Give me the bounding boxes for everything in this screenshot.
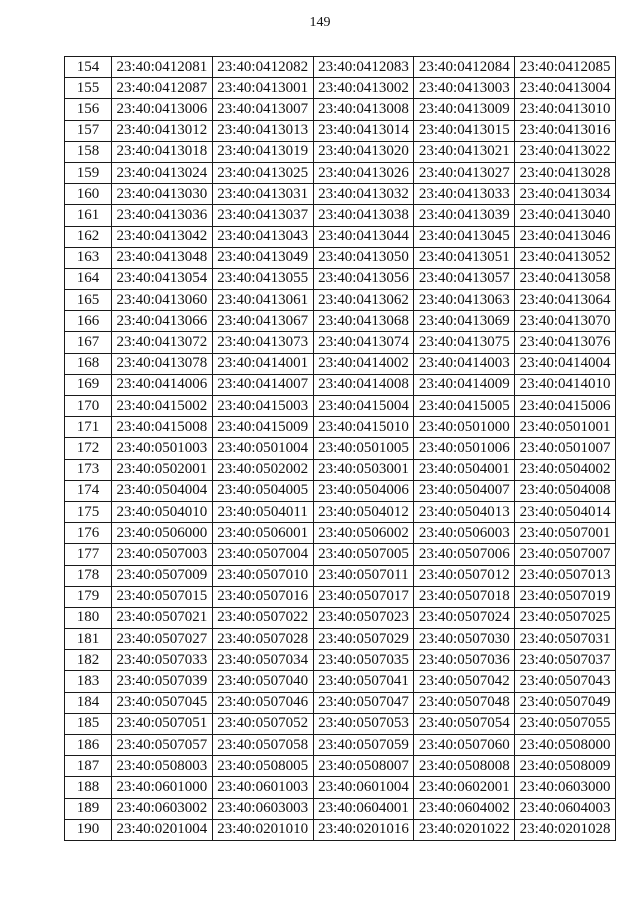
cadastral-number-cell: 23:40:0506003 xyxy=(414,523,515,544)
cadastral-number-cell: 23:40:0507025 xyxy=(515,607,616,628)
cadastral-number-cell: 23:40:0507034 xyxy=(212,650,313,671)
cadastral-number-cell: 23:40:0413075 xyxy=(414,332,515,353)
cadastral-number-cell: 23:40:0507018 xyxy=(414,586,515,607)
cadastral-number-cell: 23:40:0415010 xyxy=(313,417,414,438)
row-number-cell: 187 xyxy=(65,756,112,777)
cadastral-number-cell: 23:40:0507016 xyxy=(212,586,313,607)
cadastral-number-cell: 23:40:0414001 xyxy=(212,353,313,374)
row-number-cell: 158 xyxy=(65,141,112,162)
table-row xyxy=(65,565,616,586)
cadastral-number-cell: 23:40:0413054 xyxy=(112,268,213,289)
cadastral-number-cell: 23:40:0504008 xyxy=(515,480,616,501)
cadastral-number-cell: 23:40:0413018 xyxy=(112,141,213,162)
cadastral-number-cell: 23:40:0601004 xyxy=(313,777,414,798)
cadastral-number-cell: 23:40:0413042 xyxy=(112,226,213,247)
cadastral-number-cell: 23:40:0507023 xyxy=(313,607,414,628)
cadastral-number-cell: 23:40:0504007 xyxy=(414,480,515,501)
cadastral-number-cell: 23:40:0604001 xyxy=(313,798,414,819)
table-row xyxy=(65,57,616,78)
cadastral-number-cell: 23:40:0414004 xyxy=(515,353,616,374)
table-row xyxy=(65,777,616,798)
cadastral-number-cell: 23:40:0504014 xyxy=(515,501,616,522)
cadastral-number-cell: 23:40:0501003 xyxy=(112,438,213,459)
cadastral-number-cell: 23:40:0507036 xyxy=(414,650,515,671)
cadastral-number-cell: 23:40:0507051 xyxy=(112,713,213,734)
row-number-cell: 169 xyxy=(65,374,112,395)
row-number-cell: 168 xyxy=(65,353,112,374)
table-row xyxy=(65,226,616,247)
cadastral-number-cell: 23:40:0414010 xyxy=(515,374,616,395)
cadastral-number-cell: 23:40:0507057 xyxy=(112,735,213,756)
cadastral-number-cell: 23:40:0412083 xyxy=(313,57,414,78)
cadastral-number-cell: 23:40:0413060 xyxy=(112,290,213,311)
cadastral-number-cell: 23:40:0604003 xyxy=(515,798,616,819)
cadastral-number-cell: 23:40:0504010 xyxy=(112,501,213,522)
cadastral-number-cell: 23:40:0508009 xyxy=(515,756,616,777)
row-number-cell: 183 xyxy=(65,671,112,692)
cadastral-number-cell: 23:40:0507046 xyxy=(212,692,313,713)
row-number-cell: 185 xyxy=(65,713,112,734)
cadastral-number-cell: 23:40:0413046 xyxy=(515,226,616,247)
table-row xyxy=(65,650,616,671)
cadastral-number-cell: 23:40:0413070 xyxy=(515,311,616,332)
cadastral-number-cell: 23:40:0508000 xyxy=(515,735,616,756)
row-number-cell: 189 xyxy=(65,798,112,819)
cadastral-number-cell: 23:40:0415003 xyxy=(212,396,313,417)
cadastral-number-cell: 23:40:0414009 xyxy=(414,374,515,395)
cadastral-number-cell: 23:40:0501001 xyxy=(515,417,616,438)
cadastral-number-cell: 23:40:0507058 xyxy=(212,735,313,756)
cadastral-number-cell: 23:40:0504011 xyxy=(212,501,313,522)
cadastral-number-cell: 23:40:0601003 xyxy=(212,777,313,798)
cadastral-number-cell: 23:40:0415002 xyxy=(112,396,213,417)
cadastral-number-cell: 23:40:0502002 xyxy=(212,459,313,480)
cadastral-number-cell: 23:40:0507001 xyxy=(515,523,616,544)
cadastral-number-cell: 23:40:0415009 xyxy=(212,417,313,438)
cadastral-number-cell: 23:40:0602001 xyxy=(414,777,515,798)
cadastral-number-cell: 23:40:0508005 xyxy=(212,756,313,777)
cadastral-number-cell: 23:40:0507029 xyxy=(313,629,414,650)
row-number-cell: 176 xyxy=(65,523,112,544)
row-number-cell: 166 xyxy=(65,311,112,332)
cadastral-number-cell: 23:40:0502001 xyxy=(112,459,213,480)
cadastral-number-cell: 23:40:0413050 xyxy=(313,247,414,268)
row-number-cell: 178 xyxy=(65,565,112,586)
cadastral-number-cell: 23:40:0413068 xyxy=(313,311,414,332)
cadastral-number-cell: 23:40:0507055 xyxy=(515,713,616,734)
cadastral-number-cell: 23:40:0507052 xyxy=(212,713,313,734)
cadastral-number-cell: 23:40:0506000 xyxy=(112,523,213,544)
cadastral-number-cell: 23:40:0507010 xyxy=(212,565,313,586)
table-row xyxy=(65,480,616,501)
cadastral-number-cell: 23:40:0412085 xyxy=(515,57,616,78)
table-row xyxy=(65,205,616,226)
cadastral-number-cell: 23:40:0413020 xyxy=(313,141,414,162)
cadastral-number-cell: 23:40:0413006 xyxy=(112,99,213,120)
cadastral-number-cell: 23:40:0507022 xyxy=(212,607,313,628)
table-row xyxy=(65,396,616,417)
table-row xyxy=(65,290,616,311)
cadastral-number-cell: 23:40:0201004 xyxy=(112,819,213,840)
cadastral-number-cell: 23:40:0413025 xyxy=(212,162,313,183)
cadastral-number-cell: 23:40:0501000 xyxy=(414,417,515,438)
cadastral-number-cell: 23:40:0201022 xyxy=(414,819,515,840)
row-number-cell: 190 xyxy=(65,819,112,840)
table-row xyxy=(65,438,616,459)
cadastral-number-cell: 23:40:0413058 xyxy=(515,268,616,289)
cadastral-number-cell: 23:40:0413015 xyxy=(414,120,515,141)
cadastral-number-cell: 23:40:0414008 xyxy=(313,374,414,395)
row-number-cell: 154 xyxy=(65,57,112,78)
table-row xyxy=(65,629,616,650)
cadastral-number-cell: 23:40:0507017 xyxy=(313,586,414,607)
cadastral-number-cell: 23:40:0507041 xyxy=(313,671,414,692)
cadastral-number-cell: 23:40:0412081 xyxy=(112,57,213,78)
table-row xyxy=(65,607,616,628)
cadastral-number-cell: 23:40:0604002 xyxy=(414,798,515,819)
table-row xyxy=(65,268,616,289)
cadastral-number-cell: 23:40:0501007 xyxy=(515,438,616,459)
cadastral-number-cell: 23:40:0501006 xyxy=(414,438,515,459)
page-number: 149 xyxy=(309,15,331,30)
table-row xyxy=(65,162,616,183)
cadastral-number-cell: 23:40:0413049 xyxy=(212,247,313,268)
table-row xyxy=(65,501,616,522)
cadastral-number-cell: 23:40:0413037 xyxy=(212,205,313,226)
cadastral-number-cell: 23:40:0507049 xyxy=(515,692,616,713)
cadastral-number-cell: 23:40:0413030 xyxy=(112,184,213,205)
cadastral-number-cell: 23:40:0413067 xyxy=(212,311,313,332)
cadastral-number-cell: 23:40:0507005 xyxy=(313,544,414,565)
cadastral-number-cell: 23:40:0507031 xyxy=(515,629,616,650)
table-body xyxy=(65,57,616,841)
cadastral-number-cell: 23:40:0507053 xyxy=(313,713,414,734)
cadastral-number-cell: 23:40:0507013 xyxy=(515,565,616,586)
cadastral-number-cell: 23:40:0413027 xyxy=(414,162,515,183)
cadastral-number-cell: 23:40:0507021 xyxy=(112,607,213,628)
table-row xyxy=(65,184,616,205)
table-row xyxy=(65,247,616,268)
table-row xyxy=(65,141,616,162)
table-row xyxy=(65,671,616,692)
cadastral-number-cell: 23:40:0504006 xyxy=(313,480,414,501)
row-number-cell: 161 xyxy=(65,205,112,226)
cadastral-number-cell: 23:40:0603003 xyxy=(212,798,313,819)
cadastral-number-cell: 23:40:0413062 xyxy=(313,290,414,311)
cadastral-number-cell: 23:40:0507048 xyxy=(414,692,515,713)
cadastral-number-cell: 23:40:0415008 xyxy=(112,417,213,438)
row-number-cell: 181 xyxy=(65,629,112,650)
cadastral-number-cell: 23:40:0413066 xyxy=(112,311,213,332)
cadastral-number-cell: 23:40:0413038 xyxy=(313,205,414,226)
row-number-cell: 170 xyxy=(65,396,112,417)
cadastral-number-cell: 23:40:0413052 xyxy=(515,247,616,268)
cadastral-number-cell: 23:40:0413074 xyxy=(313,332,414,353)
cadastral-number-cell: 23:40:0413061 xyxy=(212,290,313,311)
row-number-cell: 156 xyxy=(65,99,112,120)
table-row xyxy=(65,99,616,120)
cadastral-number-cell: 23:40:0201016 xyxy=(313,819,414,840)
cadastral-number-cell: 23:40:0504001 xyxy=(414,459,515,480)
row-number-cell: 159 xyxy=(65,162,112,183)
table-row xyxy=(65,586,616,607)
cadastral-number-cell: 23:40:0413073 xyxy=(212,332,313,353)
cadastral-number-cell: 23:40:0413069 xyxy=(414,311,515,332)
cadastral-number-cell: 23:40:0507019 xyxy=(515,586,616,607)
cadastral-number-cell: 23:40:0201010 xyxy=(212,819,313,840)
cadastral-number-cell: 23:40:0412082 xyxy=(212,57,313,78)
cadastral-number-cell: 23:40:0413078 xyxy=(112,353,213,374)
table-row xyxy=(65,459,616,480)
cadastral-number-cell: 23:40:0507054 xyxy=(414,713,515,734)
cadastral-number-cell: 23:40:0413036 xyxy=(112,205,213,226)
cadastral-number-cell: 23:40:0413045 xyxy=(414,226,515,247)
cadastral-number-cell: 23:40:0413028 xyxy=(515,162,616,183)
cadastral-number-cell: 23:40:0414007 xyxy=(212,374,313,395)
cadastral-number-cell: 23:40:0413007 xyxy=(212,99,313,120)
cadastral-number-cell: 23:40:0412084 xyxy=(414,57,515,78)
cadastral-number-cell: 23:40:0413064 xyxy=(515,290,616,311)
cadastral-numbers-table xyxy=(64,56,616,841)
row-number-cell: 173 xyxy=(65,459,112,480)
cadastral-number-cell: 23:40:0503001 xyxy=(313,459,414,480)
cadastral-number-cell: 23:40:0413010 xyxy=(515,99,616,120)
cadastral-number-cell: 23:40:0201028 xyxy=(515,819,616,840)
cadastral-number-cell: 23:40:0413022 xyxy=(515,141,616,162)
row-number-cell: 174 xyxy=(65,480,112,501)
cadastral-number-cell: 23:40:0413009 xyxy=(414,99,515,120)
cadastral-number-cell: 23:40:0507009 xyxy=(112,565,213,586)
cadastral-number-cell: 23:40:0506001 xyxy=(212,523,313,544)
cadastral-number-cell: 23:40:0507043 xyxy=(515,671,616,692)
table-row xyxy=(65,798,616,819)
row-number-cell: 184 xyxy=(65,692,112,713)
cadastral-number-cell: 23:40:0507059 xyxy=(313,735,414,756)
row-number-cell: 160 xyxy=(65,184,112,205)
cadastral-number-cell: 23:40:0413016 xyxy=(515,120,616,141)
cadastral-number-cell: 23:40:0413002 xyxy=(313,78,414,99)
table-row xyxy=(65,735,616,756)
cadastral-number-cell: 23:40:0507004 xyxy=(212,544,313,565)
row-number-cell: 172 xyxy=(65,438,112,459)
cadastral-number-cell: 23:40:0413031 xyxy=(212,184,313,205)
cadastral-number-cell: 23:40:0413063 xyxy=(414,290,515,311)
cadastral-number-cell: 23:40:0413021 xyxy=(414,141,515,162)
cadastral-number-cell: 23:40:0506002 xyxy=(313,523,414,544)
cadastral-number-cell: 23:40:0507047 xyxy=(313,692,414,713)
cadastral-number-cell: 23:40:0413019 xyxy=(212,141,313,162)
row-number-cell: 177 xyxy=(65,544,112,565)
row-number-cell: 179 xyxy=(65,586,112,607)
cadastral-number-cell: 23:40:0507037 xyxy=(515,650,616,671)
cadastral-number-cell: 23:40:0507035 xyxy=(313,650,414,671)
table-row xyxy=(65,78,616,99)
cadastral-number-cell: 23:40:0507033 xyxy=(112,650,213,671)
row-number-cell: 188 xyxy=(65,777,112,798)
table-row xyxy=(65,756,616,777)
cadastral-number-cell: 23:40:0507003 xyxy=(112,544,213,565)
row-number-cell: 163 xyxy=(65,247,112,268)
cadastral-number-cell: 23:40:0507011 xyxy=(313,565,414,586)
cadastral-number-cell: 23:40:0507030 xyxy=(414,629,515,650)
cadastral-number-cell: 23:40:0603000 xyxy=(515,777,616,798)
cadastral-number-cell: 23:40:0413034 xyxy=(515,184,616,205)
table-row xyxy=(65,374,616,395)
cadastral-number-cell: 23:40:0413056 xyxy=(313,268,414,289)
cadastral-number-cell: 23:40:0504002 xyxy=(515,459,616,480)
cadastral-number-cell: 23:40:0414002 xyxy=(313,353,414,374)
row-number-cell: 165 xyxy=(65,290,112,311)
cadastral-number-cell: 23:40:0501004 xyxy=(212,438,313,459)
cadastral-number-cell: 23:40:0507028 xyxy=(212,629,313,650)
cadastral-number-cell: 23:40:0507040 xyxy=(212,671,313,692)
row-number-cell: 171 xyxy=(65,417,112,438)
cadastral-number-cell: 23:40:0415005 xyxy=(414,396,515,417)
cadastral-number-cell: 23:40:0413043 xyxy=(212,226,313,247)
cadastral-number-cell: 23:40:0415006 xyxy=(515,396,616,417)
cadastral-number-cell: 23:40:0413055 xyxy=(212,268,313,289)
cadastral-number-cell: 23:40:0413033 xyxy=(414,184,515,205)
table-row xyxy=(65,332,616,353)
cadastral-number-cell: 23:40:0601000 xyxy=(112,777,213,798)
cadastral-number-cell: 23:40:0507027 xyxy=(112,629,213,650)
table-row xyxy=(65,353,616,374)
cadastral-number-cell: 23:40:0501005 xyxy=(313,438,414,459)
table-row xyxy=(65,544,616,565)
row-number-cell: 180 xyxy=(65,607,112,628)
row-number-cell: 155 xyxy=(65,78,112,99)
cadastral-number-cell: 23:40:0504012 xyxy=(313,501,414,522)
cadastral-number-cell: 23:40:0413039 xyxy=(414,205,515,226)
cadastral-number-cell: 23:40:0507042 xyxy=(414,671,515,692)
row-number-cell: 167 xyxy=(65,332,112,353)
cadastral-number-cell: 23:40:0507045 xyxy=(112,692,213,713)
cadastral-number-cell: 23:40:0413003 xyxy=(414,78,515,99)
cadastral-number-cell: 23:40:0413014 xyxy=(313,120,414,141)
cadastral-number-cell: 23:40:0413001 xyxy=(212,78,313,99)
cadastral-number-cell: 23:40:0413072 xyxy=(112,332,213,353)
row-number-cell: 157 xyxy=(65,120,112,141)
cadastral-number-cell: 23:40:0507006 xyxy=(414,544,515,565)
cadastral-number-cell: 23:40:0413040 xyxy=(515,205,616,226)
row-number-cell: 175 xyxy=(65,501,112,522)
cadastral-number-cell: 23:40:0507039 xyxy=(112,671,213,692)
cadastral-number-cell: 23:40:0504005 xyxy=(212,480,313,501)
cadastral-number-cell: 23:40:0414006 xyxy=(112,374,213,395)
cadastral-number-cell: 23:40:0413032 xyxy=(313,184,414,205)
cadastral-number-cell: 23:40:0504004 xyxy=(112,480,213,501)
cadastral-number-cell: 23:40:0415004 xyxy=(313,396,414,417)
cadastral-number-cell: 23:40:0507007 xyxy=(515,544,616,565)
cadastral-number-cell: 23:40:0507015 xyxy=(112,586,213,607)
cadastral-number-cell: 23:40:0413024 xyxy=(112,162,213,183)
table-row xyxy=(65,713,616,734)
cadastral-number-cell: 23:40:0507024 xyxy=(414,607,515,628)
cadastral-number-cell: 23:40:0413012 xyxy=(112,120,213,141)
cadastral-number-cell: 23:40:0412087 xyxy=(112,78,213,99)
cadastral-number-cell: 23:40:0507012 xyxy=(414,565,515,586)
table-row xyxy=(65,523,616,544)
table-row xyxy=(65,120,616,141)
table-row xyxy=(65,417,616,438)
cadastral-number-cell: 23:40:0413004 xyxy=(515,78,616,99)
row-number-cell: 182 xyxy=(65,650,112,671)
table-row xyxy=(65,311,616,332)
cadastral-number-cell: 23:40:0414003 xyxy=(414,353,515,374)
row-number-cell: 186 xyxy=(65,735,112,756)
cadastral-number-cell: 23:40:0413044 xyxy=(313,226,414,247)
cadastral-number-cell: 23:40:0504013 xyxy=(414,501,515,522)
cadastral-number-cell: 23:40:0508007 xyxy=(313,756,414,777)
table-row xyxy=(65,819,616,840)
cadastral-number-cell: 23:40:0603002 xyxy=(112,798,213,819)
cadastral-number-cell: 23:40:0413026 xyxy=(313,162,414,183)
table-row xyxy=(65,692,616,713)
cadastral-number-cell: 23:40:0508003 xyxy=(112,756,213,777)
cadastral-number-cell: 23:40:0507060 xyxy=(414,735,515,756)
cadastral-number-cell: 23:40:0413057 xyxy=(414,268,515,289)
cadastral-number-cell: 23:40:0413013 xyxy=(212,120,313,141)
cadastral-number-cell: 23:40:0508008 xyxy=(414,756,515,777)
cadastral-number-cell: 23:40:0413048 xyxy=(112,247,213,268)
row-number-cell: 164 xyxy=(65,268,112,289)
cadastral-number-cell: 23:40:0413076 xyxy=(515,332,616,353)
cadastral-number-cell: 23:40:0413008 xyxy=(313,99,414,120)
row-number-cell: 162 xyxy=(65,226,112,247)
cadastral-number-cell: 23:40:0413051 xyxy=(414,247,515,268)
